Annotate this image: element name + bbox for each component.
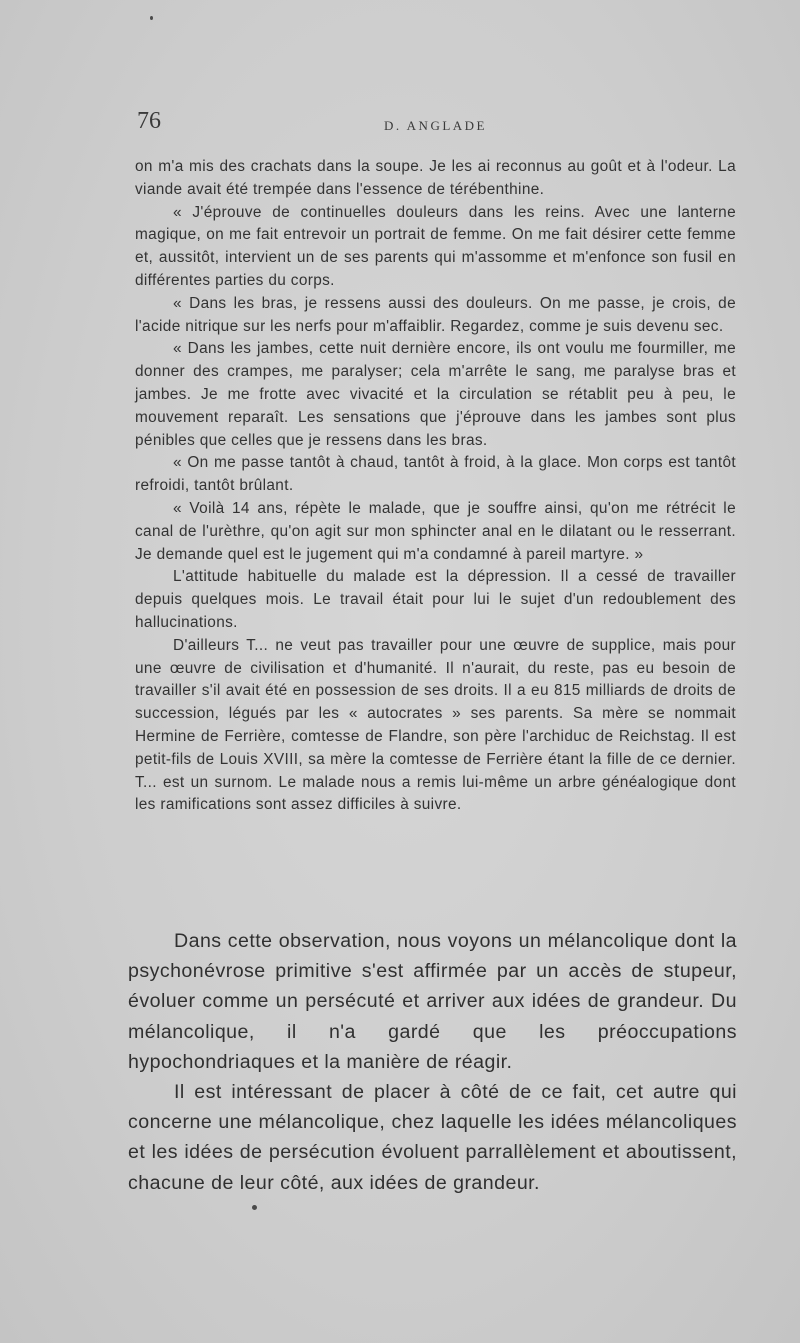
quoted-paragraph: on m'a mis des crachats dans la soupe. Je les ai reconnus au goût et à l'odeur. La viande avait été trempée dans l'essence de térébenthine.: [135, 158, 736, 198]
quoted-paragraph: « Dans les bras, je ressens aussi des douleurs. On me passe, je crois, de l'acide nitrique sur les nerfs pour m'affaiblir. Regardez, comme je suis devenu sec.: [135, 294, 736, 335]
commentary-paragraph: Dans cette observation, nous voyons un mélancolique dont la psychonévrose primitive s'est affirmée par un accès de stupeur, évoluer comme un persécuté et arriver aux idées de grandeur. Du mélancolique, il n'a gardé que les préoccupations hypochondriaques et la manière de réagir.: [128, 930, 737, 1073]
page-number: 76: [137, 108, 161, 134]
quoted-paragraph: L'attitude habituelle du malade est la dépression. Il a cessé de travailler depuis quelques mois. Le travail était pour lui le sujet d'un redoublement des hallucinations.: [135, 568, 736, 631]
page-header: [137, 108, 737, 138]
commentary-text: [128, 926, 737, 1198]
quoted-paragraph: « Dans les jambes, cette nuit dernière encore, ils ont voulu me fourmiller, me donner des crampes, me paralyser; cela m'arrête le sang, me paralyse bras et jambes. Je me frotte avec vivacité et la circulation se rétablit peu à peu, le mouvement reparaît. Les sensations que j'éprouve dans les jambes sont plus pénibles que celles que je ressens dans les bras.: [135, 340, 736, 449]
ink-speck: [150, 16, 153, 20]
running-head-author: D. ANGLADE: [384, 118, 487, 133]
case-report-text: [135, 156, 736, 817]
quoted-paragraph: « Voilà 14 ans, répète le malade, que je souffre ainsi, qu'on me rétrécit le canal de l'urèthre, qu'on agit sur mon sphincter anal en le dilatant ou le resserrant. Je demande quel est le jugement qui m'a condamné à pareil martyre. »: [135, 499, 736, 563]
commentary-paragraph: Il est intéressant de placer à côté de ce fait, cet autre qui concerne une mélancolique, chez laquelle les idées mélancoliques et les idées de persécution évoluent parrallèlement et aboutissent, chacune de leur côté, aux idées de grandeur.: [128, 1081, 737, 1194]
ink-speck: [252, 1205, 257, 1210]
quoted-paragraph: « J'éprouve de continuelles douleurs dans les reins. Avec une lanterne magique, on me fait entrevoir un portrait de femme. On me fait désirer cette femme et, aussitôt, intervient un de ses parents qui m'assomme et m'enfonce son fusil en différentes parties du corps.: [135, 203, 736, 289]
quoted-paragraph: « On me passe tantôt à chaud, tantôt à froid, à la glace. Mon corps est tantôt refroidi, tantôt brûlant.: [135, 454, 736, 495]
quoted-paragraph: D'ailleurs T... ne veut pas travailler pour une œuvre de supplice, mais pour une œuvre de civilisation et d'humanité. Il n'aurait, du reste, pas eu besoin de travailler s'il avait été en possession de ses droits. Il a eu 815 milliards de droits de succession, légués par les « autocrates » ses parents. Sa mère se nommait Hermine de Ferrière, comtesse de Flandre, son père l'archiduc de Reichstag. Il est petit-fils de Louis XVIII, sa mère la comtesse de Ferrière étant la fille de ce dernier. T... est un surnom. Le malade nous a remis lui-même un arbre généalogique dont les ramifications sont assez difficiles à suivre.: [135, 636, 736, 814]
